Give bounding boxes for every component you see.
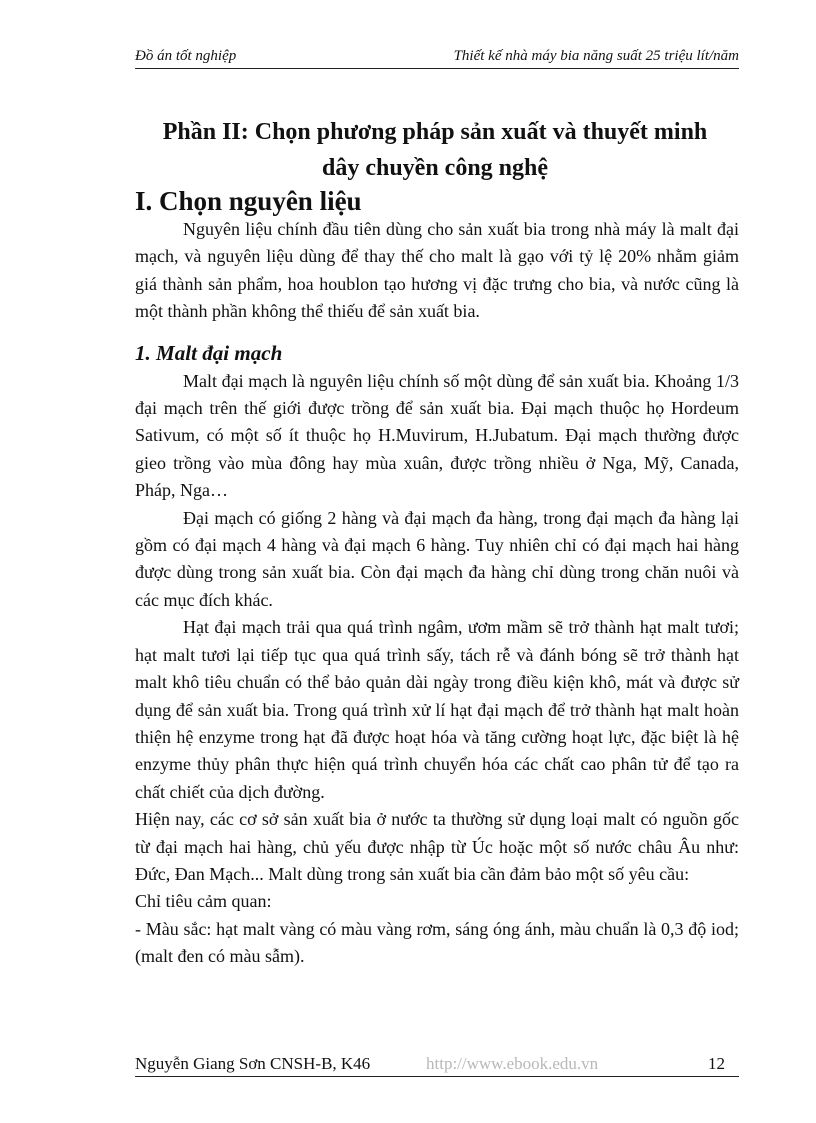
page-header: [135, 46, 739, 69]
paragraph-1: Malt đại mạch là nguyên liệu chính số một dùng để sản xuất bia. Khoảng 1/3 đại mạch trên thế giới được trồng để sản xuất bia. Đại mạch thuộc họ Hordeum Sativum, có một số ít thuộc họ H.Muvirum, H.Jubatum. Đại mạch thường được gieo trồng vào mùa đông hay mùa xuân, được trồng nhiều ở Nga, Mỹ, Canada, Pháp, Nga…: [135, 370, 739, 501]
page-number: 12: [708, 1054, 725, 1073]
chapter-title-line-1: Phần II: Chọn phương pháp sản xuất và thuyết minh: [162, 119, 708, 145]
paragraph-2: Đại mạch có giống 2 hàng và đại mạch đa hàng, trong đại mạch đa hàng lại gồm có đại mạch 4 hàng và đại mạch 6 hàng. Tuy nhiên chỉ có đại mạch hai hàng được dùng trong sản xuất bia. Còn đại mạch đa hàng chỉ dùng trong chăn nuôi và các mục đích khác.: [135, 507, 739, 610]
paragraph-5: Chỉ tiêu cảm quan:: [135, 891, 272, 912]
paragraph-3: Hạt đại mạch trải qua quá trình ngâm, ươm mầm sẽ trở thành hạt malt tươi; hạt malt tươi lại tiếp tục qua quá trình sấy, tách rễ và đánh bóng sẽ trở thành hạt malt khô tiêu chuẩn có thể bảo quản dài ngày trong điều kiện khô, mát và được sử dụng để sản xuất bia. Trong quá trình xử lí hạt đại mạch để trở thành hạt malt hoàn thiện hệ enzyme trong hạt đã được hoạt hóa và tăng cường hoạt lực, đặc biệt là hệ enzyme thủy phân thực hiện quá trình chuyển hóa các chất cao phân tử để tạo ra chất chiết của dịch đường.: [135, 617, 739, 802]
chapter-title: [120, 114, 750, 186]
paragraph-4: Hiện nay, các cơ sở sản xuất bia ở nước ta thường sử dụng loại malt có nguồn gốc từ đại mạch hai hàng, chủ yếu được nhập từ Úc hoặc một số nước châu Âu như: Đức, Đan Mạch... Malt dùng trong sản xuất bia cần đảm bảo một số yêu cầu:: [135, 809, 739, 884]
document-body: [135, 186, 739, 971]
section-intro-paragraph: Nguyên liệu chính đầu tiên dùng cho sản xuất bia trong nhà máy là malt đại mạch, và nguyên liệu dùng để thay thế cho malt là gạo với tỷ lệ 20% nhằm giảm giá thành sản phẩm, hoa houblon tạo hương vị đặc trưng cho bia, và nước cũng là một thành phần không thể thiếu để sản xuất bia.: [135, 219, 739, 322]
header-left-text: Đồ án tốt nghiệp: [135, 48, 237, 64]
page-footer: [135, 1052, 739, 1077]
footer-author: Nguyễn Giang Sơn CNSH-B, K46: [135, 1054, 371, 1073]
section-heading: I. Chọn nguyên liệu: [135, 186, 362, 216]
footer-url-link[interactable]: http://www.ebook.edu.vn: [426, 1054, 599, 1073]
header-right-text: Thiết kế nhà máy bia năng suất 25 triệu lít/năm: [453, 48, 739, 64]
paragraph-6: - Màu sắc: hạt malt vàng có màu vàng rơm, sáng óng ánh, màu chuẩn là 0,3 độ iod; (malt đen có màu sẫm).: [135, 918, 739, 967]
chapter-title-line-2: dây chuyền công nghệ: [321, 155, 549, 181]
subsection-heading: 1. Malt đại mạch: [135, 340, 283, 365]
